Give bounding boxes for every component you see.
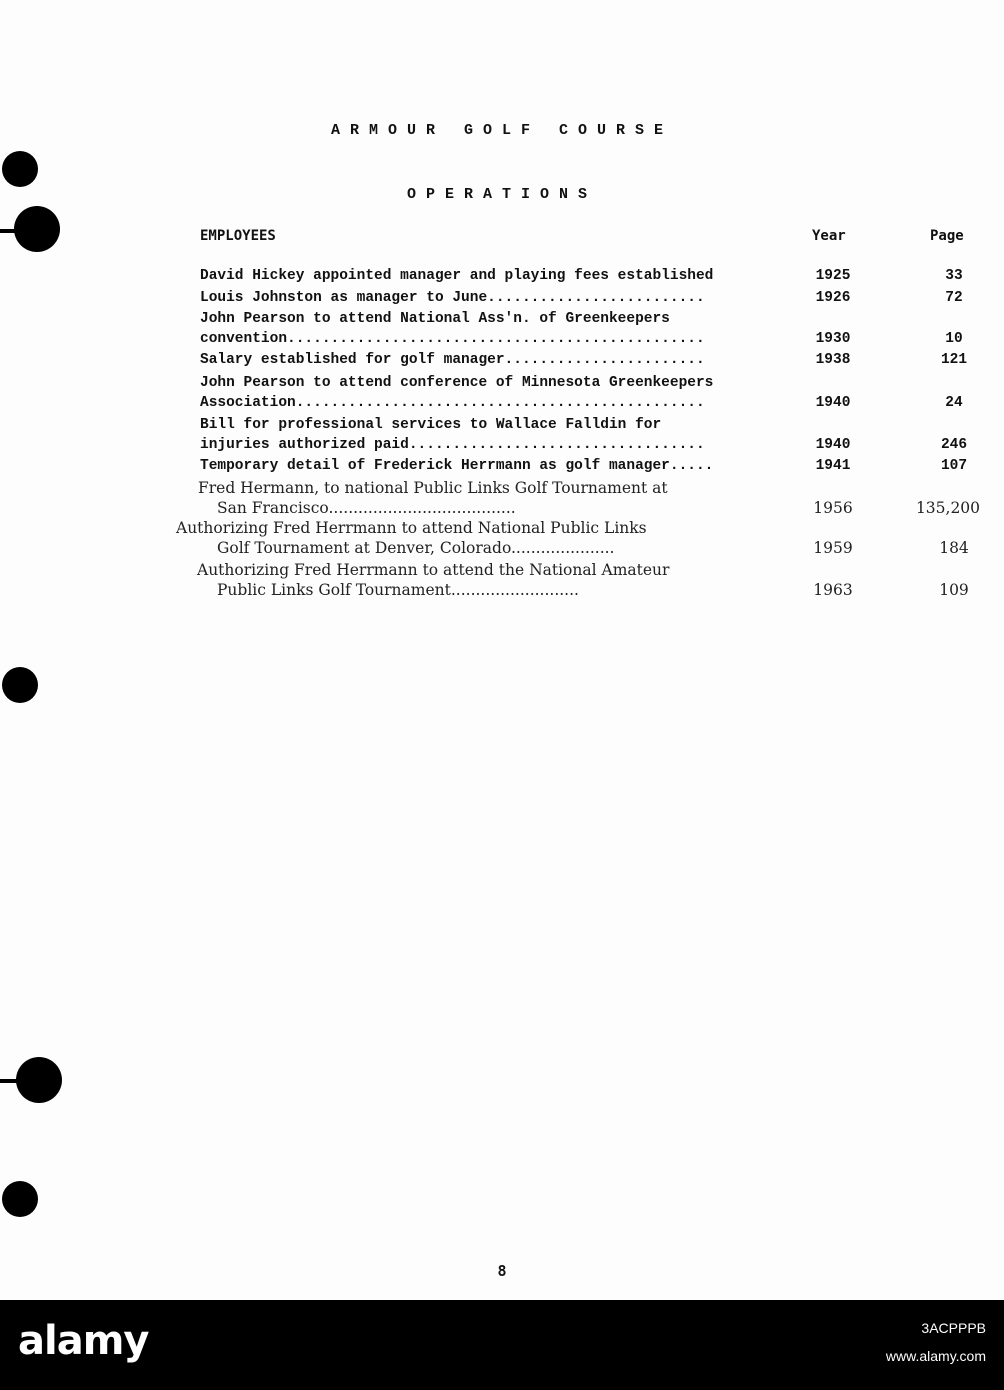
entry-text: injuries authorized paid..................................: [200, 437, 705, 453]
punch-hole: [2, 1181, 38, 1217]
entry-year: 1938: [815, 352, 851, 368]
entry-page: 24: [945, 395, 963, 411]
watermark-bar: [0, 1300, 1004, 1390]
brand-logo: alamy: [18, 1318, 149, 1364]
entry-text: Fred Hermann, to national Public Links Golf Tournament at: [198, 479, 668, 497]
entry-page: 121: [940, 352, 968, 368]
image-code: 3ACPPPB: [921, 1320, 986, 1336]
document-title: ARMOUR GOLF COURSE: [330, 122, 674, 139]
entry-page: 10: [945, 331, 963, 347]
entry-page: 109: [939, 581, 969, 599]
entry-year: 1940: [815, 437, 851, 453]
entry-text: Temporary detail of Frederick Herrmann as golf manager.....: [200, 458, 714, 474]
entry-text: David Hickey appointed manager and playing fees established: [200, 268, 714, 284]
hole-tab: [0, 229, 22, 233]
entry-year: 1963: [813, 581, 853, 599]
entry-year: 1926: [815, 290, 851, 306]
entry-year: 1930: [815, 331, 851, 347]
entry-page: 107: [940, 458, 968, 474]
image-url: www.alamy.com: [885, 1348, 986, 1364]
entry-text: Public Links Golf Tournament..........................: [217, 581, 579, 599]
entry-text: Bill for professional services to Wallace Falldin for: [200, 417, 662, 433]
entry-year: 1941: [815, 458, 851, 474]
page-number: 8: [497, 1262, 507, 1280]
punch-hole: [2, 151, 38, 187]
entry-page: 135,200: [915, 499, 981, 517]
hole-tab: [0, 1079, 22, 1083]
entry-text: Authorizing Fred Herrmann to attend the National Amateur: [197, 561, 670, 579]
entry-text: convention................................................: [200, 331, 705, 347]
entry-year: 1959: [813, 539, 853, 557]
entry-page: 184: [939, 539, 969, 557]
entry-text: John Pearson to attend National Ass'n. of Greenkeepers: [200, 311, 670, 327]
entry-year: 1925: [815, 268, 851, 284]
entry-text: Louis Johnston as manager to June.........................: [200, 290, 705, 306]
section-heading: EMPLOYEES: [200, 228, 276, 244]
entry-text: Salary established for golf manager.......................: [200, 352, 705, 368]
entry-text: John Pearson to attend conference of Minnesota Greenkeepers: [200, 375, 714, 391]
entry-text: Authorizing Fred Herrmann to attend National Public Links: [176, 519, 647, 537]
entry-text: Golf Tournament at Denver, Colorado.....................: [217, 539, 615, 557]
entry-text: Association...............................................: [200, 395, 705, 411]
punch-hole: [2, 667, 38, 703]
entry-year: 1940: [815, 395, 851, 411]
punch-hole: [16, 1057, 62, 1103]
entry-page: 33: [945, 268, 963, 284]
entry-year: 1956: [813, 499, 853, 517]
document-subtitle: OPERATIONS: [406, 186, 597, 203]
entry-page: 72: [945, 290, 963, 306]
entry-text: San Francisco......................................: [217, 499, 516, 517]
page-column-heading: Page: [930, 228, 964, 244]
year-column-heading: Year: [812, 228, 846, 244]
entry-page: 246: [940, 437, 968, 453]
